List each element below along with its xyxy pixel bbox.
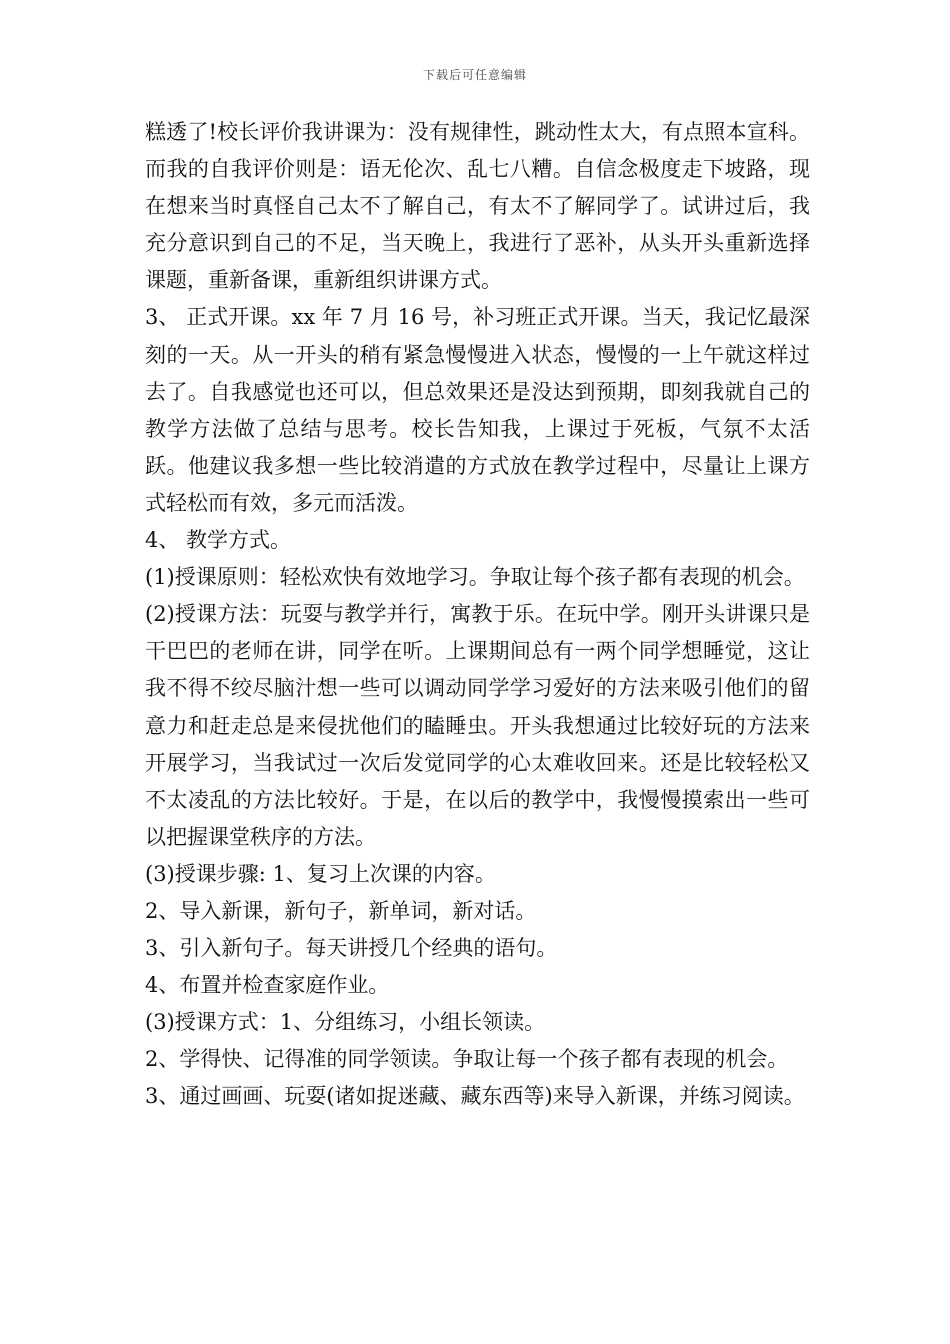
- paragraph-teaching-format: (3)授课方式：1、分组练习，小组长领读。: [145, 1010, 546, 1035]
- paragraph-teaching-approach: (2)授课方法：玩耍与教学并行，寓教于乐。在玩中学。刚开头讲课只是干巴巴的老师在讲，同学在听。上课期间总有一两个同学想睡觉，这让我不得不绞尽脑汁想一些可以调动同学学习爱好的方法来吸引他们的留意力和赶走总是来侵扰他们的瞌睡虫。开头我想通过比较好玩的方法来开展学习，当我试过一次后发觉同学的心太难收回来。还是比较轻松又不太凌乱的方法比较好。于是，在以后的教学中，我慢慢摸索出一些可以把握课堂秩序的方法。: [145, 602, 810, 849]
- paragraph-formal-class: 3、 正式开课。xx 年 7 月 16 号，补习班正式开课。当天，我记忆最深刻的一天。从一开头的稍有紧急慢慢进入状态，慢慢的一上午就这样过去了。自我感觉也还可以，但总效果还是没达到预期，即刻我就自己的教学方法做了总结与思考。校长告知我，上课过于死板，气氛不太活跃。他建议我多想一些比较消遣的方式放在教学过程中，尽量让上课方式轻松而有效，多元而活泼。: [145, 305, 810, 515]
- paragraph-step-2: 2、导入新课，新句子，新单词，新对话。: [145, 898, 537, 923]
- page-header: 下载后可任意编辑: [422, 68, 527, 82]
- paragraph-step-3: 3、引入新句子。每天讲授几个经典的语句。: [145, 936, 558, 961]
- document-body: [145, 114, 810, 1116]
- paragraph-teaching-method-heading: 4、 教学方式。: [145, 528, 292, 553]
- paragraph-format-2: 2、学得快、记得准的同学领读。争取让每一个孩子都有表现的机会。: [145, 1047, 789, 1072]
- paragraph-format-3: 3、通过画画、玩耍(诸如捉迷藏、藏东西等)来导入新课，并练习阅读。: [145, 1084, 805, 1109]
- paragraph-teaching-steps: (3)授课步骤: 1、复习上次课的内容。: [145, 861, 496, 886]
- paragraph-step-4: 4、布置并检查家庭作业。: [145, 973, 390, 998]
- paragraph-intro: 糕透了!校长评价我讲课为：没有规律性，跳动性太大，有点照本宣科。而我的自我评价则是：语无伦次、乱七八糟。自信念极度走下坡路，现在想来当时真怪自己太不了解自己，有太不了解同学了。试讲过后，我充分意识到自己的不足，当天晚上，我进行了恶补，从头开头重新选择课题，重新备课，重新组织讲课方式。: [145, 120, 810, 293]
- paragraph-teaching-principle: (1)授课原则：轻松欢快有效地学习。争取让每个孩子都有表现的机会。: [145, 565, 805, 590]
